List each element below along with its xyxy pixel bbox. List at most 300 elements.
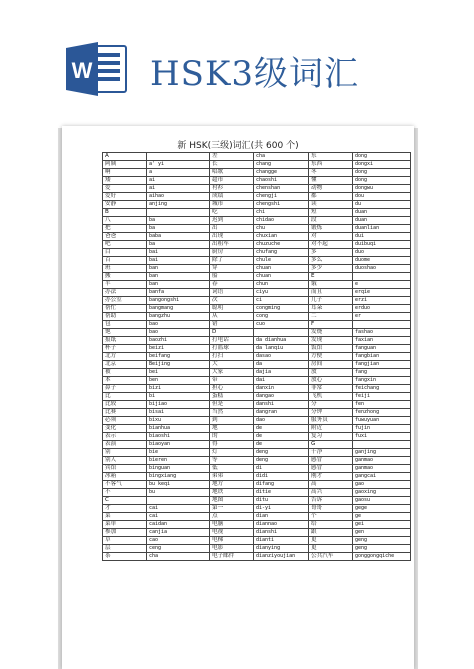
table-row xyxy=(103,489,411,497)
pinyin-cell: diannao xyxy=(254,521,309,529)
hanzi-cell: 衬衫 xyxy=(210,185,254,193)
pinyin-cell: bai xyxy=(147,249,210,257)
pinyin-cell: duan xyxy=(353,209,411,217)
table-row xyxy=(103,457,411,465)
hanzi-cell: 从 xyxy=(210,313,254,321)
hanzi-cell: 个 xyxy=(309,513,353,521)
hanzi-cell: 刚才 xyxy=(309,473,353,481)
pinyin-cell: chuan xyxy=(254,265,309,273)
hanzi-cell: 弟弟 xyxy=(210,473,254,481)
hanzi-cell: 动物 xyxy=(309,185,353,193)
hanzi-cell: F xyxy=(309,321,353,329)
hanzi-cell: 唱歌 xyxy=(210,169,254,177)
pinyin-cell: duan xyxy=(353,217,411,225)
pinyin-cell xyxy=(353,321,411,329)
pinyin-cell: cha xyxy=(147,553,210,561)
table-row xyxy=(103,177,411,185)
hanzi-cell: 必须 xyxy=(103,417,147,425)
pinyin-cell: danshi xyxy=(254,401,309,409)
hanzi-cell: 分钟 xyxy=(309,409,353,417)
pinyin-cell: deng xyxy=(254,449,309,457)
hanzi-cell: 爸爸 xyxy=(103,233,147,241)
hanzi-cell: 次 xyxy=(210,297,254,305)
hanzi-cell: 蛋糕 xyxy=(210,393,254,401)
pinyin-cell: chuan xyxy=(254,273,309,281)
pinyin-cell: chengji xyxy=(254,193,309,201)
pinyin-cell: aihao xyxy=(147,193,210,201)
hanzi-cell: 报纸 xyxy=(103,337,147,345)
pinyin-cell: ganjing xyxy=(353,449,411,457)
hanzi-cell: 词语 xyxy=(210,289,254,297)
table-row xyxy=(103,225,411,233)
pinyin-cell: beizi xyxy=(147,345,210,353)
hanzi-cell: 吃 xyxy=(210,209,254,217)
hanzi-cell: 白 xyxy=(103,249,147,257)
pinyin-cell: ge xyxy=(353,513,411,521)
hanzi-cell: 方便 xyxy=(309,353,353,361)
pinyin-cell: danxin xyxy=(254,385,309,393)
pinyin-cell: fangjian xyxy=(353,361,411,369)
table-row xyxy=(103,473,411,481)
pinyin-cell: duanlian xyxy=(353,225,411,233)
pinyin-cell: ganmao xyxy=(353,457,411,465)
hanzi-cell: 飞机 xyxy=(309,393,353,401)
hanzi-cell: 干净 xyxy=(309,449,353,457)
table-row xyxy=(103,481,411,489)
pinyin-cell: chi xyxy=(254,209,309,217)
table-row xyxy=(103,185,411,193)
pinyin-cell: bangmang xyxy=(147,305,210,313)
hanzi-cell: 地铁 xyxy=(210,489,254,497)
pinyin-cell: dong xyxy=(353,177,411,185)
table-row xyxy=(103,249,411,257)
pinyin-cell: chuzuche xyxy=(254,241,309,249)
pinyin-cell: ditu xyxy=(254,497,309,505)
hanzi-cell: 啊 xyxy=(103,169,147,177)
hanzi-cell: 服务员 xyxy=(309,417,353,425)
pinyin-cell: di xyxy=(254,465,309,473)
pinyin-cell: bizi xyxy=(147,385,210,393)
pinyin-cell: bangongshi xyxy=(147,297,210,305)
table-row xyxy=(103,321,411,329)
hanzi-cell: 搬 xyxy=(103,273,147,281)
table-row xyxy=(103,505,411,513)
hanzi-cell: B xyxy=(103,209,147,217)
hanzi-cell: 对 xyxy=(309,233,353,241)
pinyin-cell xyxy=(147,497,210,505)
pinyin-cell: ganmao xyxy=(353,465,411,473)
pinyin-cell: dajia xyxy=(254,369,309,377)
pinyin-cell: chidao xyxy=(254,217,309,225)
table-row xyxy=(103,233,411,241)
banner xyxy=(0,0,474,110)
pinyin-cell: bangzhu xyxy=(147,313,210,321)
pinyin-cell: Beijing xyxy=(147,361,210,369)
pinyin-cell: baba xyxy=(147,233,210,241)
pinyin-cell: fenzhong xyxy=(353,409,411,417)
hanzi-cell: 冬 xyxy=(309,169,353,177)
pinyin-cell: fuwuyuan xyxy=(353,417,411,425)
table-row xyxy=(103,169,411,177)
pinyin-cell: ben xyxy=(147,377,210,385)
hanzi-cell: A xyxy=(103,153,147,161)
hanzi-cell: 多么 xyxy=(309,257,353,265)
hanzi-cell: 跟 xyxy=(309,529,353,537)
hanzi-cell: 冰箱 xyxy=(103,473,147,481)
pinyin-cell: bijiao xyxy=(147,401,210,409)
hanzi-cell: 办法 xyxy=(103,289,147,297)
table-row xyxy=(103,545,411,553)
hanzi-cell: 安静 xyxy=(103,201,147,209)
pinyin-cell: fen xyxy=(353,401,411,409)
pinyin-cell: dui xyxy=(353,233,411,241)
hanzi-cell: 电子邮件 xyxy=(210,553,254,561)
table-row xyxy=(103,497,411,505)
hanzi-cell: 出租车 xyxy=(210,241,254,249)
hanzi-cell: 给 xyxy=(309,521,353,529)
pinyin-cell: duo xyxy=(353,249,411,257)
hanzi-cell: 当然 xyxy=(210,409,254,417)
hanzi-cell: 多少 xyxy=(309,265,353,273)
pinyin-cell: caidan xyxy=(147,521,210,529)
pinyin-cell: ditie xyxy=(254,489,309,497)
pinyin-cell: da lanqiu xyxy=(254,345,309,353)
table-row xyxy=(103,385,411,393)
hanzi-cell: 告诉 xyxy=(309,497,353,505)
pinyin-cell: dianying xyxy=(254,545,309,553)
hanzi-cell: 帮忙 xyxy=(103,305,147,313)
hanzi-cell: 东西 xyxy=(309,161,353,169)
pinyin-cell: beifang xyxy=(147,353,210,361)
pinyin-cell: chang xyxy=(254,161,309,169)
pinyin-cell: ciyu xyxy=(254,289,309,297)
hanzi-cell: 爱 xyxy=(103,185,147,193)
pinyin-cell: bu xyxy=(147,489,210,497)
pinyin-cell: dianshi xyxy=(254,529,309,537)
hanzi-cell: 不客气 xyxy=(103,481,147,489)
pinyin-cell: bao xyxy=(147,329,210,337)
hanzi-cell: 附近 xyxy=(309,425,353,433)
hanzi-cell: 二 xyxy=(309,313,353,321)
table-row xyxy=(103,417,411,425)
pinyin-cell: ceng xyxy=(147,545,210,553)
table-row xyxy=(103,401,411,409)
table-row xyxy=(103,241,411,249)
hanzi-cell: 低 xyxy=(210,465,254,473)
hanzi-cell: 差 xyxy=(210,153,254,161)
hanzi-cell: 更 xyxy=(309,537,353,545)
pinyin-cell: ban xyxy=(147,281,210,289)
hanzi-cell: 饱 xyxy=(103,329,147,337)
pinyin-cell: dongxi xyxy=(353,161,411,169)
pinyin-cell xyxy=(147,153,210,161)
hanzi-cell: 不 xyxy=(103,489,147,497)
pinyin-cell: gaosu xyxy=(353,497,411,505)
hanzi-cell: 得 xyxy=(210,441,254,449)
pinyin-cell: congming xyxy=(254,305,309,313)
vocabulary-table xyxy=(102,152,411,561)
hanzi-cell: 菜 xyxy=(103,513,147,521)
hanzi-cell: 出现 xyxy=(210,233,254,241)
pinyin-cell: chengshi xyxy=(254,201,309,209)
hanzi-cell: 对不起 xyxy=(309,241,353,249)
hanzi-cell: 阿姨 xyxy=(103,161,147,169)
pinyin-cell: gege xyxy=(353,505,411,513)
table-row xyxy=(103,217,411,225)
pinyin-cell: fuxi xyxy=(353,433,411,441)
hanzi-cell: 电影 xyxy=(210,545,254,553)
hanzi-cell: 段 xyxy=(309,217,353,225)
document-title: 新 HSK(三级)词汇(共 600 个) xyxy=(177,141,299,151)
table-row xyxy=(103,193,411,201)
hanzi-cell: 电脑 xyxy=(210,521,254,529)
hanzi-cell: 担心 xyxy=(210,385,254,393)
table-row xyxy=(103,345,411,353)
hanzi-cell: 读 xyxy=(309,201,353,209)
hanzi-cell: 分 xyxy=(309,401,353,409)
hanzi-cell: 复习 xyxy=(309,433,353,441)
hanzi-cell: 都 xyxy=(309,193,353,201)
hanzi-cell: 感冒 xyxy=(309,465,353,473)
hanzi-cell: 错 xyxy=(210,321,254,329)
hanzi-cell: 比赛 xyxy=(103,409,147,417)
pinyin-cell: dangran xyxy=(254,409,309,417)
table-row xyxy=(103,273,411,281)
hanzi-cell: 高 xyxy=(309,481,353,489)
hanzi-cell: G xyxy=(309,441,353,449)
svg-text:W: W xyxy=(71,58,93,83)
pinyin-cell: a xyxy=(147,169,210,177)
pinyin-cell: chaoshi xyxy=(254,177,309,185)
pinyin-cell: baozhi xyxy=(147,337,210,345)
pinyin-cell: duoshao xyxy=(353,265,411,273)
pinyin-cell: gao xyxy=(353,481,411,489)
pinyin-cell: canjia xyxy=(147,529,210,537)
table-row xyxy=(103,441,411,449)
pinyin-cell: biaoyan xyxy=(147,441,210,449)
hanzi-cell: 感冒 xyxy=(309,457,353,465)
hanzi-cell: 船 xyxy=(210,273,254,281)
pinyin-cell xyxy=(254,329,309,337)
hanzi-cell: 锻炼 xyxy=(309,225,353,233)
table-row xyxy=(103,281,411,289)
pinyin-cell: dianziyoujian xyxy=(254,553,309,561)
table-row xyxy=(103,425,411,433)
hanzi-cell: 表演 xyxy=(103,441,147,449)
hanzi-cell: 饭馆 xyxy=(309,345,353,353)
hanzi-cell: 饿 xyxy=(309,281,353,289)
table-row xyxy=(103,297,411,305)
pinyin-cell: cao xyxy=(147,537,210,545)
hanzi-cell: 厨房 xyxy=(210,249,254,257)
hanzi-cell: 别人 xyxy=(103,457,147,465)
hanzi-cell: 第一 xyxy=(210,505,254,513)
table-row xyxy=(103,329,411,337)
pinyin-cell: gangcai xyxy=(353,473,411,481)
pinyin-cell: de xyxy=(254,425,309,433)
hanzi-cell: 茶 xyxy=(103,553,147,561)
hanzi-cell: 北方 xyxy=(103,353,147,361)
pinyin-cell: geng xyxy=(353,545,411,553)
pinyin-cell: cong xyxy=(254,313,309,321)
hanzi-cell: 表示 xyxy=(103,433,147,441)
pinyin-cell: de xyxy=(254,433,309,441)
pinyin-cell: cai xyxy=(147,513,210,521)
pinyin-cell: da dianhua xyxy=(254,337,309,345)
table-row xyxy=(103,553,411,561)
pinyin-cell: du xyxy=(353,201,411,209)
pinyin-cell: cai xyxy=(147,505,210,513)
pinyin-cell: deng xyxy=(254,457,309,465)
pinyin-cell: ba xyxy=(147,217,210,225)
table-row xyxy=(103,521,411,529)
hanzi-cell: 的 xyxy=(210,433,254,441)
pinyin-cell xyxy=(353,273,411,281)
hanzi-cell: 本 xyxy=(103,377,147,385)
hanzi-cell: 班 xyxy=(103,265,147,273)
hanzi-cell: 耳朵 xyxy=(309,305,353,313)
pinyin-cell: a' yi xyxy=(147,161,210,169)
pinyin-cell: bingxiang xyxy=(147,473,210,481)
hanzi-cell: 发现 xyxy=(309,337,353,345)
hanzi-cell: 大家 xyxy=(210,369,254,377)
pinyin-cell: chule xyxy=(254,257,309,265)
pinyin-cell: bianhua xyxy=(147,425,210,433)
hanzi-cell: 草 xyxy=(103,537,147,545)
hanzi-cell: 到 xyxy=(210,417,254,425)
pinyin-cell: e xyxy=(353,281,411,289)
pinyin-cell: fanguan xyxy=(353,345,411,353)
hanzi-cell: 懂 xyxy=(309,177,353,185)
pinyin-cell: ai xyxy=(147,185,210,193)
hanzi-cell: E xyxy=(309,273,353,281)
pinyin-cell: geng xyxy=(353,537,411,545)
hanzi-cell: 灯 xyxy=(210,449,254,457)
pinyin-cell: bu keqi xyxy=(147,481,210,489)
pinyin-cell: bieren xyxy=(147,457,210,465)
pinyin-cell: dai xyxy=(254,377,309,385)
hanzi-cell: 非常 xyxy=(309,385,353,393)
pinyin-cell: duibuqi xyxy=(353,241,411,249)
hanzi-cell: 春 xyxy=(210,281,254,289)
hanzi-cell: 哥哥 xyxy=(309,505,353,513)
pinyin-cell: anjing xyxy=(147,201,210,209)
table-row xyxy=(103,369,411,377)
hanzi-cell: 发烧 xyxy=(309,329,353,337)
hanzi-cell: 高兴 xyxy=(309,489,353,497)
table-row xyxy=(103,265,411,273)
table-row xyxy=(103,337,411,345)
hanzi-cell: 电梯 xyxy=(210,537,254,545)
hanzi-cell: 吧 xyxy=(103,241,147,249)
table-row xyxy=(103,465,411,473)
pinyin-cell: fangxin xyxy=(353,377,411,385)
hanzi-cell: 但是 xyxy=(210,401,254,409)
hanzi-cell: 帮助 xyxy=(103,313,147,321)
pinyin-cell: feiji xyxy=(353,393,411,401)
hanzi-cell: 鼻子 xyxy=(103,385,147,393)
hanzi-cell: 矮 xyxy=(103,177,147,185)
pinyin-cell: banfa xyxy=(147,289,210,297)
hanzi-cell: 电视 xyxy=(210,529,254,537)
table-row xyxy=(103,513,411,521)
pinyin-cell: chenshan xyxy=(254,185,309,193)
hanzi-cell: 房间 xyxy=(309,361,353,369)
hanzi-cell: 变化 xyxy=(103,425,147,433)
table-row xyxy=(103,257,411,265)
pinyin-cell: ba xyxy=(147,225,210,233)
hanzi-cell: 除了 xyxy=(210,257,254,265)
hanzi-cell: 穿 xyxy=(210,265,254,273)
pinyin-cell: chuxian xyxy=(254,233,309,241)
hanzi-cell: 儿子 xyxy=(309,297,353,305)
pinyin-cell: de xyxy=(254,441,309,449)
pinyin-cell: bisai xyxy=(147,409,210,417)
hanzi-cell: 打电话 xyxy=(210,337,254,345)
pinyin-cell xyxy=(147,209,210,217)
hanzi-cell: 城市 xyxy=(210,201,254,209)
hanzi-cell: 带 xyxy=(210,377,254,385)
pinyin-cell: fujin xyxy=(353,425,411,433)
hanzi-cell: 办公室 xyxy=(103,297,147,305)
hanzi-cell: 百 xyxy=(103,257,147,265)
hanzi-cell: 长 xyxy=(210,161,254,169)
pinyin-cell: erqie xyxy=(353,289,411,297)
table-row xyxy=(103,313,411,321)
pinyin-cell: ai xyxy=(147,177,210,185)
table-row xyxy=(103,529,411,537)
hanzi-cell: 被 xyxy=(103,369,147,377)
pinyin-cell: di-yi xyxy=(254,505,309,513)
page-title: HSK3级词汇 xyxy=(150,54,359,94)
pinyin-cell: dong xyxy=(353,169,411,177)
hanzi-cell: 打扫 xyxy=(210,353,254,361)
hanzi-cell: 把 xyxy=(103,225,147,233)
pinyin-cell: ci xyxy=(254,297,309,305)
pinyin-cell: binguan xyxy=(147,465,210,473)
hanzi-cell: 比较 xyxy=(103,401,147,409)
pinyin-cell: ba xyxy=(147,241,210,249)
hanzi-cell: 层 xyxy=(103,545,147,553)
pinyin-cell: bixu xyxy=(147,417,210,425)
pinyin-cell: bei xyxy=(147,369,210,377)
pinyin-cell: gonggongqiche xyxy=(353,553,411,561)
pinyin-cell: bai xyxy=(147,257,210,265)
pinyin-cell: chun xyxy=(254,281,309,289)
hanzi-cell: 超市 xyxy=(210,177,254,185)
table-row xyxy=(103,201,411,209)
document-page xyxy=(62,126,414,669)
hanzi-cell: 别 xyxy=(103,449,147,457)
pinyin-cell xyxy=(353,441,411,449)
hanzi-cell: 点 xyxy=(210,513,254,521)
hanzi-cell: 北京 xyxy=(103,361,147,369)
hanzi-cell: 大 xyxy=(210,361,254,369)
pinyin-cell: cuo xyxy=(254,321,309,329)
pinyin-cell: da xyxy=(254,361,309,369)
table-row xyxy=(103,353,411,361)
pinyin-cell: chufang xyxy=(254,249,309,257)
hanzi-cell: 地图 xyxy=(210,497,254,505)
pinyin-cell: feichang xyxy=(353,385,411,393)
table-row xyxy=(103,433,411,441)
pinyin-cell: dong xyxy=(353,153,411,161)
pinyin-cell: dongwu xyxy=(353,185,411,193)
hanzi-cell: 短 xyxy=(309,209,353,217)
pinyin-cell: gaoxing xyxy=(353,489,411,497)
pinyin-cell: dou xyxy=(353,193,411,201)
hanzi-cell: 地 xyxy=(210,425,254,433)
